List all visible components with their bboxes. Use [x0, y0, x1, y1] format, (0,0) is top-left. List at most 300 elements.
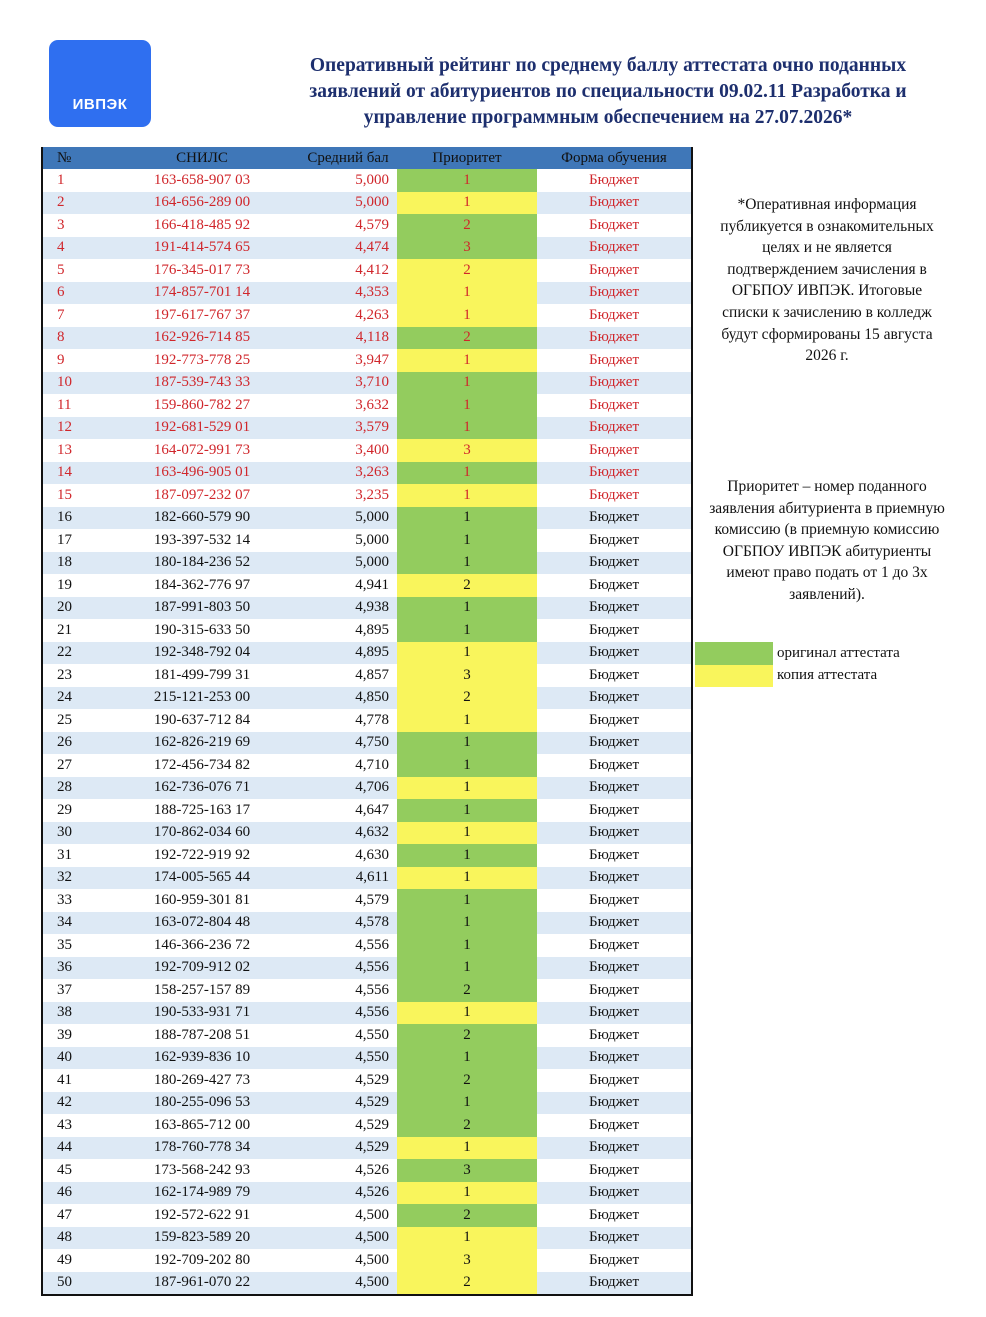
cell-snils: 181-499-799 31	[105, 664, 299, 687]
note-line: 2026 г.	[805, 347, 849, 365]
legend-label-original: оригинал аттестата	[777, 644, 900, 661]
cell-number: 20	[43, 597, 105, 620]
cell-study-form: Бюджет	[537, 552, 691, 575]
table-row	[43, 1159, 691, 1182]
column-header-snils: СНИЛС	[176, 149, 228, 166]
cell-study-form: Бюджет	[537, 1114, 691, 1137]
table-row	[43, 1182, 691, 1205]
cell-snils: 191-414-574 65	[105, 237, 299, 260]
cell-average-score: 3,579	[299, 417, 397, 440]
cell-study-form: Бюджет	[537, 1182, 691, 1205]
cell-priority: 1	[397, 1047, 537, 1070]
cell-average-score: 4,647	[299, 799, 397, 822]
cell-number: 8	[43, 327, 105, 350]
table-row	[43, 169, 691, 192]
cell-priority: 2	[397, 979, 537, 1002]
cell-study-form: Бюджет	[537, 979, 691, 1002]
cell-average-score: 4,578	[299, 912, 397, 935]
cell-snils: 174-005-565 44	[105, 867, 299, 890]
cell-snils: 187-539-743 33	[105, 372, 299, 395]
color-legend	[695, 642, 900, 687]
cell-study-form: Бюджет	[537, 1047, 691, 1070]
cell-average-score: 4,353	[299, 282, 397, 305]
cell-number: 15	[43, 484, 105, 507]
cell-study-form: Бюджет	[537, 912, 691, 935]
cell-number: 33	[43, 889, 105, 912]
cell-study-form: Бюджет	[537, 349, 691, 372]
legend-item-original	[695, 642, 900, 665]
cell-average-score: 4,750	[299, 732, 397, 755]
cell-study-form: Бюджет	[537, 642, 691, 665]
note-line: заявлений).	[789, 585, 865, 603]
rating-table	[41, 147, 693, 1296]
note-line: ОГБПОУ ИВПЭК. Итоговые	[731, 282, 923, 300]
cell-priority: 1	[397, 282, 537, 305]
table-row	[43, 282, 691, 305]
cell-priority: 1	[397, 777, 537, 800]
cell-study-form: Бюджет	[537, 1204, 691, 1227]
cell-snils: 174-857-701 14	[105, 282, 299, 305]
cell-study-form: Бюджет	[537, 304, 691, 327]
cell-average-score: 4,632	[299, 822, 397, 845]
cell-average-score: 4,529	[299, 1114, 397, 1137]
cell-average-score: 4,941	[299, 574, 397, 597]
cell-number: 44	[43, 1137, 105, 1160]
table-row	[43, 1002, 691, 1025]
cell-snils: 164-656-289 00	[105, 192, 299, 215]
cell-number: 4	[43, 237, 105, 260]
cell-priority: 1	[397, 394, 537, 417]
cell-average-score: 4,857	[299, 664, 397, 687]
cell-average-score: 4,706	[299, 777, 397, 800]
cell-priority: 2	[397, 1204, 537, 1227]
cell-average-score: 4,630	[299, 844, 397, 867]
cell-priority: 1	[397, 642, 537, 665]
cell-average-score: 3,400	[299, 439, 397, 462]
cell-number: 18	[43, 552, 105, 575]
cell-average-score: 5,000	[299, 529, 397, 552]
cell-number: 19	[43, 574, 105, 597]
cell-snils: 190-315-633 50	[105, 619, 299, 642]
note-line: целях и не является	[762, 239, 892, 257]
legend-swatch-original	[695, 642, 773, 665]
cell-priority: 1	[397, 889, 537, 912]
cell-study-form: Бюджет	[537, 1227, 691, 1250]
cell-number: 22	[43, 642, 105, 665]
cell-number: 14	[43, 462, 105, 485]
table-row	[43, 192, 691, 215]
cell-priority: 1	[397, 192, 537, 215]
cell-average-score: 4,526	[299, 1182, 397, 1205]
cell-snils: 162-736-076 71	[105, 777, 299, 800]
cell-study-form: Бюджет	[537, 259, 691, 282]
cell-priority: 1	[397, 417, 537, 440]
cell-average-score: 4,412	[299, 259, 397, 282]
cell-snils: 182-660-579 90	[105, 507, 299, 530]
cell-priority: 1	[397, 934, 537, 957]
cell-number: 35	[43, 934, 105, 957]
cell-number: 9	[43, 349, 105, 372]
note-line: комиссию (в приемную комиссию	[714, 521, 940, 539]
cell-average-score: 4,500	[299, 1249, 397, 1272]
cell-snils: 190-533-931 71	[105, 1002, 299, 1025]
cell-snils: 158-257-157 89	[105, 979, 299, 1002]
cell-snils: 187-991-803 50	[105, 597, 299, 620]
cell-snils: 160-959-301 81	[105, 889, 299, 912]
cell-number: 31	[43, 844, 105, 867]
cell-snils: 170-862-034 60	[105, 822, 299, 845]
cell-number: 42	[43, 1092, 105, 1115]
cell-number: 13	[43, 439, 105, 462]
table-header	[43, 147, 691, 169]
title-line: заявлений от абитуриентов по специальности 09.02.11 Разработка и	[309, 81, 907, 102]
cell-number: 24	[43, 687, 105, 710]
cell-study-form: Бюджет	[537, 1249, 691, 1272]
cell-snils: 162-939-836 10	[105, 1047, 299, 1070]
cell-number: 29	[43, 799, 105, 822]
cell-study-form: Бюджет	[537, 327, 691, 350]
cell-priority: 1	[397, 349, 537, 372]
cell-priority: 1	[397, 462, 537, 485]
column-header-average: Средний бал	[307, 149, 389, 166]
cell-average-score: 4,529	[299, 1069, 397, 1092]
table-row	[43, 1249, 691, 1272]
cell-snils: 188-787-208 51	[105, 1024, 299, 1047]
note-line: Приоритет – номер поданного	[727, 478, 927, 495]
note-line: списки к зачислению в колледж	[722, 303, 932, 321]
cell-average-score: 4,556	[299, 979, 397, 1002]
cell-snils: 190-637-712 84	[105, 709, 299, 732]
cell-number: 50	[43, 1272, 105, 1295]
cell-priority: 1	[397, 619, 537, 642]
cell-snils: 197-617-767 37	[105, 304, 299, 327]
cell-snils: 192-572-622 91	[105, 1204, 299, 1227]
cell-study-form: Бюджет	[537, 237, 691, 260]
cell-number: 37	[43, 979, 105, 1002]
cell-snils: 162-174-989 79	[105, 1182, 299, 1205]
cell-snils: 184-362-776 97	[105, 574, 299, 597]
cell-study-form: Бюджет	[537, 687, 691, 710]
cell-number: 23	[43, 664, 105, 687]
cell-snils: 159-823-589 20	[105, 1227, 299, 1250]
cell-priority: 3	[397, 439, 537, 462]
table-row	[43, 1227, 691, 1250]
cell-study-form: Бюджет	[537, 822, 691, 845]
cell-average-score: 4,778	[299, 709, 397, 732]
cell-number: 30	[43, 822, 105, 845]
cell-study-form: Бюджет	[537, 192, 691, 215]
cell-number: 1	[43, 169, 105, 192]
cell-study-form: Бюджет	[537, 889, 691, 912]
table-row	[43, 799, 691, 822]
cell-snils: 178-760-778 34	[105, 1137, 299, 1160]
table-row	[43, 394, 691, 417]
cell-priority: 1	[397, 597, 537, 620]
cell-average-score: 4,529	[299, 1092, 397, 1115]
cell-average-score: 4,611	[299, 867, 397, 890]
cell-study-form: Бюджет	[537, 597, 691, 620]
cell-snils: 192-709-202 80	[105, 1249, 299, 1272]
cell-snils: 172-456-734 82	[105, 754, 299, 777]
table-row	[43, 372, 691, 395]
cell-priority: 2	[397, 1272, 537, 1295]
cell-snils: 215-121-253 00	[105, 687, 299, 710]
cell-study-form: Бюджет	[537, 214, 691, 237]
note-line: имеют право подать от 1 до 3х	[726, 564, 928, 582]
table-row	[43, 664, 691, 687]
cell-snils: 173-568-242 93	[105, 1159, 299, 1182]
column-header-priority: Приоритет	[432, 149, 502, 166]
table-row	[43, 1137, 691, 1160]
cell-number: 26	[43, 732, 105, 755]
cell-study-form: Бюджет	[537, 169, 691, 192]
cell-snils: 146-366-236 72	[105, 934, 299, 957]
note-line: *Оперативная информация	[737, 196, 917, 213]
college-logo	[49, 40, 151, 127]
table-row	[43, 889, 691, 912]
cell-average-score: 5,000	[299, 192, 397, 215]
table-row	[43, 237, 691, 260]
cell-number: 47	[43, 1204, 105, 1227]
table-row	[43, 462, 691, 485]
cell-snils: 180-255-096 53	[105, 1092, 299, 1115]
cell-number: 25	[43, 709, 105, 732]
cell-priority: 1	[397, 169, 537, 192]
cell-snils: 192-709-912 02	[105, 957, 299, 980]
cell-study-form: Бюджет	[537, 462, 691, 485]
table-row	[43, 619, 691, 642]
table-row	[43, 642, 691, 665]
cell-priority: 1	[397, 867, 537, 890]
cell-priority: 3	[397, 237, 537, 260]
cell-average-score: 3,947	[299, 349, 397, 372]
cell-number: 48	[43, 1227, 105, 1250]
table-row	[43, 417, 691, 440]
cell-priority: 1	[397, 1002, 537, 1025]
table-row	[43, 957, 691, 980]
cell-priority: 2	[397, 687, 537, 710]
cell-snils: 164-072-991 73	[105, 439, 299, 462]
cell-snils: 192-681-529 01	[105, 417, 299, 440]
table-row	[43, 687, 691, 710]
column-header-study-form: Форма обучения	[561, 149, 667, 166]
table-row	[43, 1204, 691, 1227]
cell-snils: 162-826-219 69	[105, 732, 299, 755]
table-row	[43, 754, 691, 777]
cell-priority: 2	[397, 259, 537, 282]
cell-priority: 2	[397, 214, 537, 237]
cell-number: 7	[43, 304, 105, 327]
table-row	[43, 777, 691, 800]
cell-priority: 1	[397, 732, 537, 755]
cell-study-form: Бюджет	[537, 732, 691, 755]
cell-average-score: 4,263	[299, 304, 397, 327]
cell-priority: 1	[397, 1092, 537, 1115]
table-row	[43, 304, 691, 327]
table-row	[43, 979, 691, 1002]
cell-snils: 163-072-804 48	[105, 912, 299, 935]
cell-snils: 192-773-778 25	[105, 349, 299, 372]
cell-study-form: Бюджет	[537, 1024, 691, 1047]
cell-study-form: Бюджет	[537, 777, 691, 800]
table-row	[43, 507, 691, 530]
cell-number: 38	[43, 1002, 105, 1025]
cell-priority: 1	[397, 507, 537, 530]
cell-priority: 1	[397, 1137, 537, 1160]
cell-average-score: 5,000	[299, 507, 397, 530]
operational-note	[697, 194, 957, 367]
cell-number: 32	[43, 867, 105, 890]
cell-average-score: 4,938	[299, 597, 397, 620]
cell-study-form: Бюджет	[537, 282, 691, 305]
cell-number: 10	[43, 372, 105, 395]
table-row	[43, 1272, 691, 1295]
cell-priority: 2	[397, 1069, 537, 1092]
note-line: ОГБПОУ ИВПЭК абитуриенты	[722, 542, 932, 560]
cell-priority: 1	[397, 709, 537, 732]
cell-average-score: 4,895	[299, 619, 397, 642]
cell-average-score: 4,850	[299, 687, 397, 710]
cell-snils: 192-722-919 92	[105, 844, 299, 867]
cell-study-form: Бюджет	[537, 394, 691, 417]
note-line: заявления абитуриента в приемную	[709, 499, 945, 517]
cell-snils: 192-348-792 04	[105, 642, 299, 665]
cell-priority: 1	[397, 1227, 537, 1250]
cell-average-score: 4,556	[299, 934, 397, 957]
cell-average-score: 4,579	[299, 214, 397, 237]
table-row	[43, 439, 691, 462]
cell-snils: 176-345-017 73	[105, 259, 299, 282]
note-line: публикуется в ознакомительных	[720, 217, 934, 235]
cell-number: 41	[43, 1069, 105, 1092]
cell-average-score: 4,500	[299, 1227, 397, 1250]
cell-number: 2	[43, 192, 105, 215]
cell-priority: 1	[397, 844, 537, 867]
table-row	[43, 709, 691, 732]
cell-number: 6	[43, 282, 105, 305]
cell-study-form: Бюджет	[537, 844, 691, 867]
cell-average-score: 4,550	[299, 1024, 397, 1047]
note-line: подтверждением зачисления в	[727, 260, 927, 278]
table-row	[43, 484, 691, 507]
cell-study-form: Бюджет	[537, 1069, 691, 1092]
cell-study-form: Бюджет	[537, 417, 691, 440]
table-row	[43, 1114, 691, 1137]
cell-average-score: 4,529	[299, 1137, 397, 1160]
cell-priority: 1	[397, 822, 537, 845]
cell-priority: 1	[397, 1182, 537, 1205]
cell-snils: 180-269-427 73	[105, 1069, 299, 1092]
cell-snils: 163-658-907 03	[105, 169, 299, 192]
cell-number: 40	[43, 1047, 105, 1070]
table-body	[43, 169, 691, 1294]
cell-average-score: 4,118	[299, 327, 397, 350]
cell-study-form: Бюджет	[537, 754, 691, 777]
cell-priority: 1	[397, 799, 537, 822]
table-row	[43, 1024, 691, 1047]
cell-average-score: 4,500	[299, 1204, 397, 1227]
cell-average-score: 4,474	[299, 237, 397, 260]
cell-average-score: 4,895	[299, 642, 397, 665]
table-row	[43, 214, 691, 237]
table-row	[43, 349, 691, 372]
table-row	[43, 912, 691, 935]
table-row	[43, 844, 691, 867]
cell-priority: 2	[397, 574, 537, 597]
page-title	[270, 53, 946, 131]
cell-study-form: Бюджет	[537, 439, 691, 462]
table-row	[43, 529, 691, 552]
cell-study-form: Бюджет	[537, 709, 691, 732]
cell-priority: 1	[397, 552, 537, 575]
cell-number: 46	[43, 1182, 105, 1205]
column-header-number: №	[57, 149, 72, 166]
cell-number: 36	[43, 957, 105, 980]
cell-study-form: Бюджет	[537, 934, 691, 957]
priority-note	[693, 476, 961, 606]
cell-average-score: 3,235	[299, 484, 397, 507]
cell-study-form: Бюджет	[537, 664, 691, 687]
cell-study-form: Бюджет	[537, 619, 691, 642]
table-row	[43, 1047, 691, 1070]
cell-study-form: Бюджет	[537, 1159, 691, 1182]
cell-priority: 1	[397, 957, 537, 980]
cell-average-score: 4,500	[299, 1272, 397, 1295]
title-line: Оперативный рейтинг по среднему баллу аттестата очно поданных	[309, 55, 907, 76]
cell-average-score: 5,000	[299, 169, 397, 192]
cell-study-form: Бюджет	[537, 372, 691, 395]
cell-priority: 2	[397, 1114, 537, 1137]
table-row	[43, 1092, 691, 1115]
note-line: будут сформированы 15 августа	[721, 325, 933, 343]
cell-average-score: 4,710	[299, 754, 397, 777]
cell-priority: 3	[397, 1159, 537, 1182]
cell-priority: 2	[397, 1024, 537, 1047]
cell-study-form: Бюджет	[537, 957, 691, 980]
cell-average-score: 3,710	[299, 372, 397, 395]
table-row	[43, 822, 691, 845]
cell-study-form: Бюджет	[537, 1092, 691, 1115]
cell-snils: 180-184-236 52	[105, 552, 299, 575]
cell-snils: 159-860-782 27	[105, 394, 299, 417]
cell-average-score: 3,632	[299, 394, 397, 417]
table-row	[43, 597, 691, 620]
cell-study-form: Бюджет	[537, 1137, 691, 1160]
cell-study-form: Бюджет	[537, 574, 691, 597]
cell-number: 39	[43, 1024, 105, 1047]
cell-average-score: 4,556	[299, 957, 397, 980]
cell-number: 16	[43, 507, 105, 530]
cell-study-form: Бюджет	[537, 507, 691, 530]
cell-snils: 187-961-070 22	[105, 1272, 299, 1295]
table-row	[43, 934, 691, 957]
cell-number: 11	[43, 394, 105, 417]
cell-priority: 3	[397, 664, 537, 687]
cell-number: 27	[43, 754, 105, 777]
cell-priority: 1	[397, 912, 537, 935]
cell-snils: 188-725-163 17	[105, 799, 299, 822]
cell-number: 17	[43, 529, 105, 552]
cell-snils: 187-097-232 07	[105, 484, 299, 507]
cell-study-form: Бюджет	[537, 1002, 691, 1025]
cell-number: 21	[43, 619, 105, 642]
cell-number: 34	[43, 912, 105, 935]
table-row	[43, 552, 691, 575]
cell-study-form: Бюджет	[537, 529, 691, 552]
cell-study-form: Бюджет	[537, 867, 691, 890]
logo-text: ИВПЭК	[72, 96, 128, 113]
cell-snils: 166-418-485 92	[105, 214, 299, 237]
